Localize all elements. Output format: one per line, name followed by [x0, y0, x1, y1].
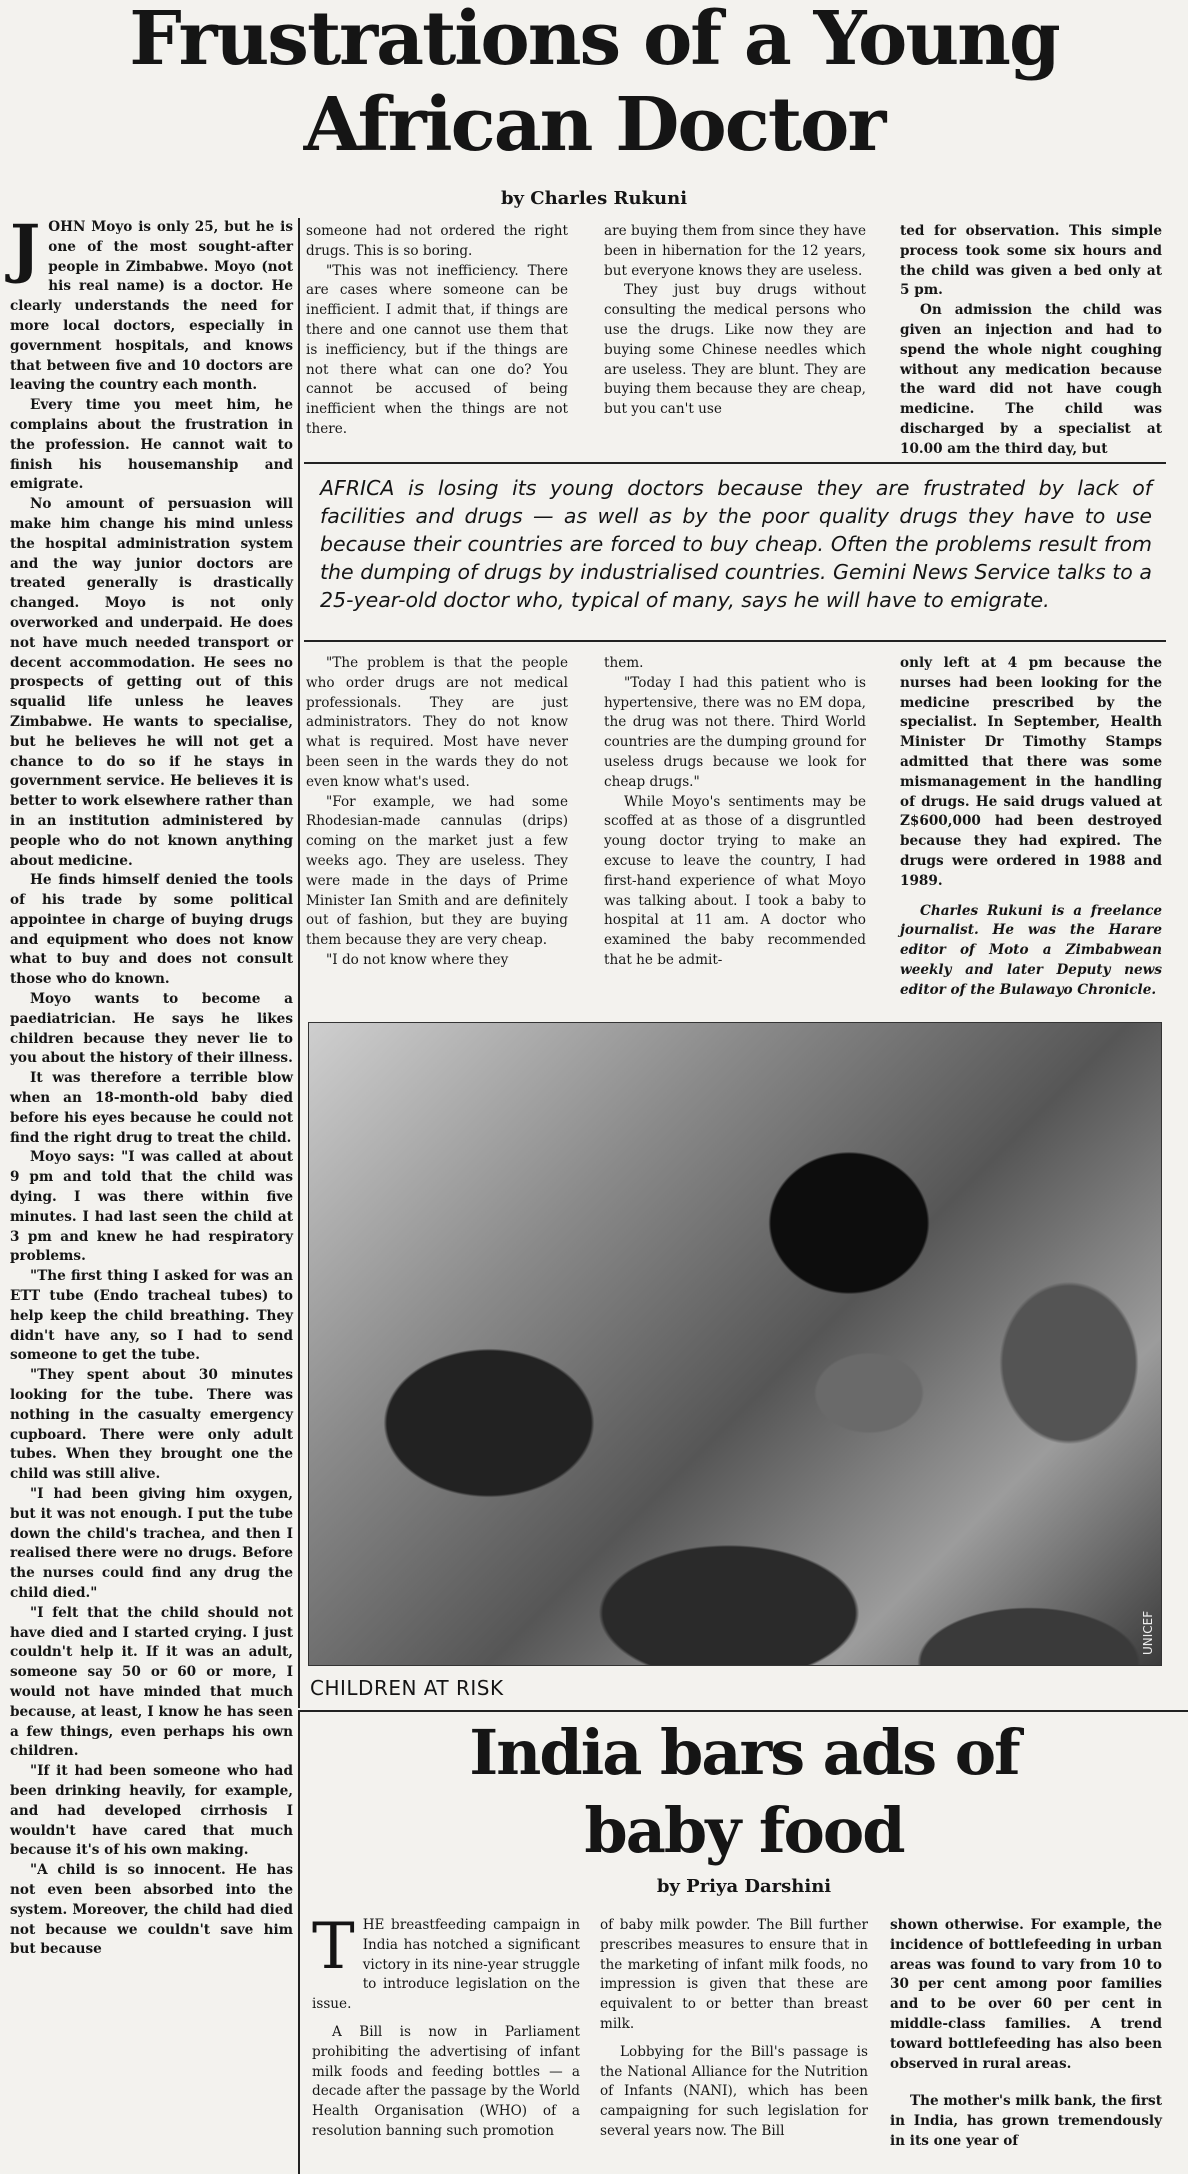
article-column-4-top	[900, 222, 1162, 460]
article-column-2-bottom	[306, 654, 568, 1018]
paragraph: "I do not know where they	[326, 951, 509, 968]
article-byline: by Charles Rukuni	[500, 188, 688, 209]
paragraph: They just buy drugs without consulting the medical persons who use the drugs. Like now they are buying some Chinese needles which are useless. They are blunt. They are buying them because they are cheap, but you can't use	[604, 282, 866, 418]
photo-credit: UNICEF	[1141, 1610, 1155, 1655]
paragraph: He finds himself denied the tools of his trade by some political appointee in charge of buying drugs and equipment who does not know what to buy and does not consult those who do known.	[10, 872, 293, 988]
pullquote-rule-top	[304, 462, 1166, 464]
paragraph: Moyo wants to become a paediatrician. He says he likes children because they never lie to you about the history of their illness.	[10, 991, 293, 1067]
paragraph: of baby milk powder. The Bill further prescribes measures to ensure that in the marketing of infant milk foods, no impression is given that these are equivalent to or better than breast milk.	[600, 1917, 868, 2032]
paragraph: "Today I had this patient who is hypertensive, there was no EM dopa, the drug was not there. Third World countries are the dumping ground for useless drugs because we look for cheap drugs."	[604, 674, 866, 790]
article-column-2-top	[306, 222, 568, 460]
paragraph: "If it had been someone who had been drinking heavily, for example, and had developed cirrhosis I wouldn't have cared that much because it's of his own making.	[10, 1763, 293, 1859]
article2-top-border	[298, 1710, 1188, 1712]
pull-quote: AFRICA is losing its young doctors because they are frustrated by lack of facilities and drugs — as well as by the poor quality drugs they have to use because their countries are forced to buy cheap. Often the problems result from the dumping of drugs by industrialised countries. Gemini News Service talks to a 25-year-old doctor who, typical of many, says he will have to emigrate.	[320, 476, 1152, 612]
paragraph: ted for observation. This simple process took some six hours and the child was given a bed only at 5 pm.	[900, 223, 1162, 299]
article2-column-1	[312, 1910, 580, 2174]
paragraph: "I had been giving him oxygen, but it was not enough. I put the tube down the child's trachea, and then I realised there were no drugs. Before the nurses could find any drug the child died."	[10, 1486, 293, 1601]
paragraph: A Bill is now in Parliament prohibiting the advertising of infant milk foods and feeding bottles — a decade after the passage by the World Health Organisation (WHO) of a resolution banning such promotion	[312, 2023, 580, 2139]
paragraph: "A child is so innocent. He has not even been absorbed into the system. Moreover, the child had died not because we couldn't save him but because	[10, 1862, 293, 1958]
article-column-3-bottom	[604, 654, 866, 1018]
paragraph: "For example, we had some Rhodesian-made cannulas (drips) coming on the market just a few weeks ago. They are useless. They were made in the days of Prime Minister Ian Smith and are definitely out of fashion, but they are buying them because they are very cheap.	[306, 793, 568, 949]
drop-cap: J	[10, 211, 41, 286]
paragraph: "I felt that the child should not have died and I started crying. I just couldn't help it. If it was an adult, someone say 50 or 60 or more, I would not have minded that much because, at least, I know he has seen a few things, even perhaps his own children.	[10, 1604, 293, 1760]
paragraph: While Moyo's sentiments may be scoffed at as those of a disgruntled young doctor trying to make an excuse to leave the country, I had first-hand experience of what Moyo was talking about. I took a baby to hospital at 11 am. A doctor who examined the baby recommended that he be admit-	[604, 793, 866, 968]
paragraph: "This was not inefficiency. There are cases where someone can be inefficient. I admit that, if things are there and one cannot use them that is inefficiency, but if the things are not there what can one do? You cannot be accused of being inefficient when the things are not there.	[306, 262, 568, 437]
paragraph: No amount of persuasion will make him change his mind unless the hospital administration system and the way junior doctors are treated generally is drastically changed. Moyo is not only overworked and underpaid. He does not have much needed transport or decent accommodation. He sees no prospects of getting out of this squalid life unless he leaves Zimbabwe. He wants to specialise, but he believes he will not get a chance to do so if he stays in government service. He believes it is better to work elsewhere rather than in an institution administered by people who do not known anything about medicine.	[10, 496, 293, 869]
paragraph: Moyo says: "I was called at about 9 pm and told that the child was dying. I was there within five minutes. I had last seen the child at 3 pm and knew he had respiratory problems.	[10, 1149, 293, 1265]
article2-column-3	[890, 1916, 1162, 2174]
article-headline-line1: Frustrations of a Young	[129, 0, 1059, 82]
article-column-3-top	[604, 222, 866, 460]
paragraph: HE breastfeeding campaign in India has notched a significant victory in its nine-year struggle to introduce legislation on the issue.	[312, 1917, 580, 2013]
paragraph: are buying them from since they have been in hibernation for the 12 years, but everyone knows they are useless.	[604, 223, 866, 279]
article2-headline-line2: baby food	[584, 1794, 904, 1867]
paragraph: The mother's milk bank, the first in India, has grown tremendously in its one year of	[890, 2093, 1162, 2149]
paragraph: It was therefore a terrible blow when an 18-month-old baby died before his eyes because he could not find the right drug to treat the child.	[10, 1070, 293, 1146]
paragraph: only left at 4 pm because the nurses had been looking for the medicine prescribed by the specialist. In September, Health Minister Dr Timothy Stamps admitted that there was some mismanagement in the handling of drugs. He said drugs valued at Z$600,000 had been destroyed because they had expired. The drugs were ordered in 1988 and 1989.	[900, 655, 1162, 889]
paragraph: "The problem is that the people who order drugs are not medical professionals. They are just administrators. They do not know what is required. Most have never been seen in the wards they do not even know what's used.	[306, 655, 568, 790]
article-headline-line2: African Doctor	[303, 82, 885, 168]
paragraph: shown otherwise. For example, the incidence of bottlefeeding in urban areas was found to vary from 10 to 30 per cent among poor families and to be over 60 per cent in middle-class families. A trend toward bottlefeeding has also been observed in rural areas.	[890, 1917, 1162, 2072]
article-column-4-bottom	[900, 654, 1162, 1018]
article2-column-2	[600, 1916, 868, 2174]
article2-byline: by Priya Darshini	[656, 1876, 832, 1897]
photo-caption: CHILDREN AT RISK	[310, 1676, 504, 1700]
paragraph: "The first thing I asked for was an ETT tube (Endo tracheal tubes) to help keep the child breathing. They didn't have any, so I had to send someone to get the tube.	[10, 1268, 293, 1364]
drop-cap: T	[312, 1910, 355, 1984]
article2-headline-line1: India bars ads of	[469, 1716, 1019, 1789]
paragraph: OHN Moyo is only 25, but he is one of the most sought-after people in Zimbabwe. Moyo (not his real name) is a doctor. He clearly understands the need for more local doctors, especially in government hospitals, and knows that between five and 10 doctors are leaving the country each month.	[10, 219, 293, 394]
paragraph: Lobbying for the Bill's passage is the National Alliance for the Nutrition of Infants (NANI), which has been campaigning for such legislation for several years now. The Bill	[600, 2043, 868, 2139]
children-photo	[308, 1022, 1162, 1666]
article-column-1	[10, 211, 293, 1958]
paragraph: them.	[604, 655, 644, 671]
paragraph: someone had not ordered the right drugs. This is so boring.	[306, 223, 568, 259]
paragraph: On admission the child was given an injection and had to spend the whole night coughing without any medication because the ward did not have cough medicine. The child was discharged by a specialist at 10.00 am the third day, but	[900, 302, 1162, 457]
pullquote-rule-bottom	[304, 640, 1166, 642]
author-note: Charles Rukuni is a freelance journalist. He was the Harare editor of Moto a Zimbabwean weekly and later Deputy news editor of the Bulawayo Chronicle.	[900, 902, 1162, 998]
paragraph: Every time you meet him, he complains about the frustration in the profession. He cannot wait to finish his housemanship and emigrate.	[10, 397, 293, 493]
paragraph: "They spent about 30 minutes looking for the tube. There was nothing in the casualty emergency cupboard. There were only adult tubes. When they brought one the child was still alive.	[10, 1367, 293, 1483]
column-divider	[298, 218, 300, 1708]
